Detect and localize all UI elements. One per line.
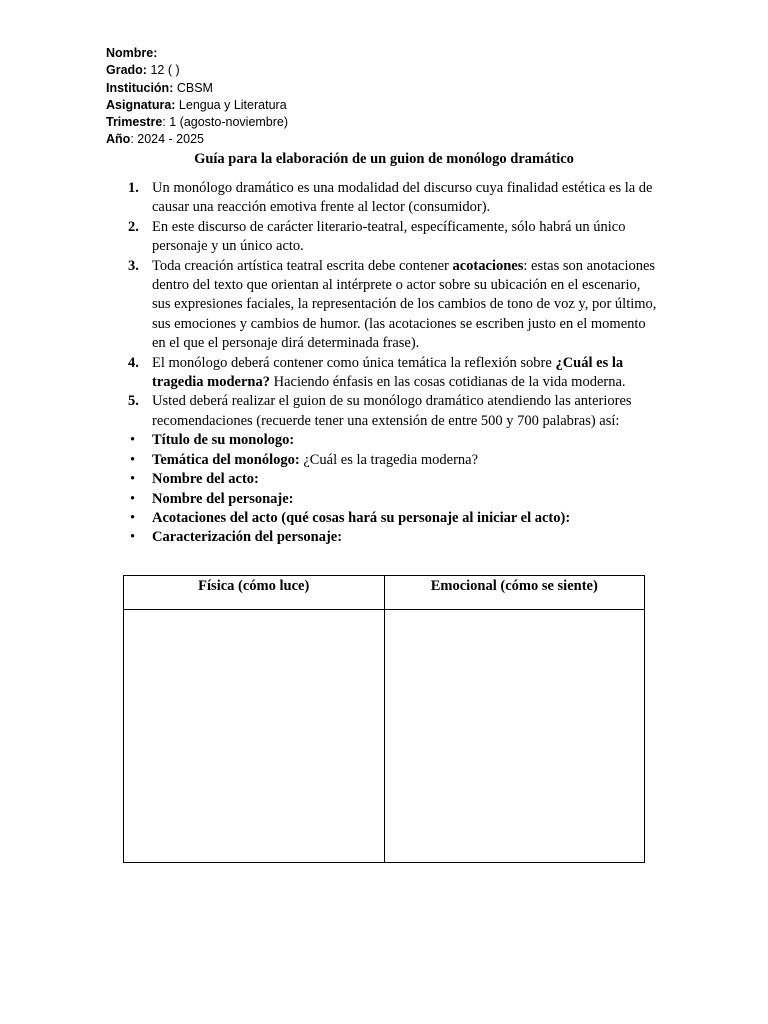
bullet-bold: Acotaciones del acto (qué cosas hará su personaje al iniciar el acto):	[152, 509, 571, 526]
term-row	[106, 114, 288, 131]
item-number: 3.	[128, 257, 139, 274]
instructions-list	[106, 179, 658, 548]
student-header	[106, 45, 288, 149]
grade-label: Grado:	[106, 63, 147, 78]
item-number: 4.	[128, 354, 139, 371]
item-number: 2.	[128, 218, 139, 235]
subject-row	[106, 97, 288, 114]
numbered-item	[106, 392, 658, 431]
item-text-post: : estas son anotaciones dentro del texto que orientan al intérprete o actor sobre su ubicación en el escenario, sus expresiones faciales, la representación de los cambios de tono de voz y, por último, sus emociones y cambios de humor. (las acotaciones se escriben justo en el momento en el que el personaje dirá determinada frase).	[152, 257, 657, 352]
bullet-bold: Temática del monólogo:	[152, 451, 300, 468]
term-label: Trimestre	[106, 115, 163, 130]
bullet-item	[106, 528, 658, 547]
column-header-emotional: Emocional (cómo se siente)	[384, 576, 645, 610]
item-number: 1.	[128, 180, 139, 196]
column-header-physical: Física (cómo luce)	[124, 576, 385, 610]
bullet-item	[106, 431, 658, 450]
year-label: Año	[106, 132, 131, 147]
numbered-item	[106, 218, 658, 257]
item-text-bold: acotaciones	[452, 257, 524, 274]
institution-label: Institución:	[106, 80, 174, 95]
bullet-bold: Título de su monologo:	[152, 432, 295, 449]
subject-label: Asignatura:	[106, 97, 176, 112]
bullet-icon: •	[130, 471, 136, 488]
bullet-bold: Caracterización del personaje:	[152, 529, 343, 546]
subject-value: Lengua y Literatura	[175, 97, 287, 112]
bullet-bold: Nombre del personaje:	[152, 490, 294, 507]
bullet-bold: Nombre del acto:	[152, 471, 259, 488]
numbered-item	[106, 179, 658, 218]
item-text-pre: El monólogo deberá contener como única temática la reflexión sobre	[152, 354, 556, 371]
physical-cell[interactable]	[124, 610, 385, 863]
bullet-icon: •	[130, 490, 136, 507]
year-row	[106, 131, 288, 148]
name-row	[106, 45, 288, 62]
bullet-icon: •	[130, 529, 136, 546]
item-text-pre: Toda creación artística teatral escrita debe contener	[152, 257, 453, 274]
bullet-icon: •	[130, 509, 136, 526]
bullet-text: ¿Cuál es la tragedia moderna?	[299, 451, 479, 468]
bullet-item	[106, 470, 658, 489]
item-text: En este discurso de carácter literario-teatral, específicamente, sólo habrá un único personaje y un único acto.	[152, 218, 626, 255]
item-number: 5.	[128, 393, 139, 410]
year-value: : 2024 - 2025	[130, 132, 204, 147]
document-title: Guía para la elaboración de un guion de monólogo dramático	[194, 151, 574, 167]
grade-value: 12 ( )	[146, 63, 180, 78]
grade-row	[106, 62, 288, 79]
bullet-item	[106, 451, 658, 470]
bullet-icon: •	[130, 432, 136, 449]
numbered-item	[106, 257, 658, 354]
table-header-row	[124, 576, 645, 610]
institution-row	[106, 80, 288, 97]
emotional-cell[interactable]	[384, 610, 645, 863]
institution-value: CBSM	[173, 80, 213, 95]
bullet-item	[106, 490, 658, 509]
numbered-item	[106, 354, 658, 393]
name-label: Nombre:	[106, 46, 158, 60]
table-row	[124, 610, 645, 863]
item-text: Un monólogo dramático es una modalidad del discurso cuya finalidad estética es la de causar una reacción emotiva frente al lector (consumidor).	[152, 180, 653, 216]
bullet-item	[106, 509, 658, 528]
item-text-post: Haciendo énfasis en las cosas cotidianas de la vida moderna.	[270, 374, 626, 391]
item-text-bold: ¿Cuál es la tragedia moderna?	[152, 354, 624, 391]
item-text: Usted deberá realizar el guion de su monólogo dramático atendiendo las anteriores recomendaciones (recuerde tener una extensión de entre 500 y 700 palabras) así:	[152, 393, 632, 429]
term-value: : 1 (agosto-noviembre)	[162, 115, 289, 130]
bullet-icon: •	[130, 451, 136, 468]
characterization-table	[123, 575, 645, 863]
